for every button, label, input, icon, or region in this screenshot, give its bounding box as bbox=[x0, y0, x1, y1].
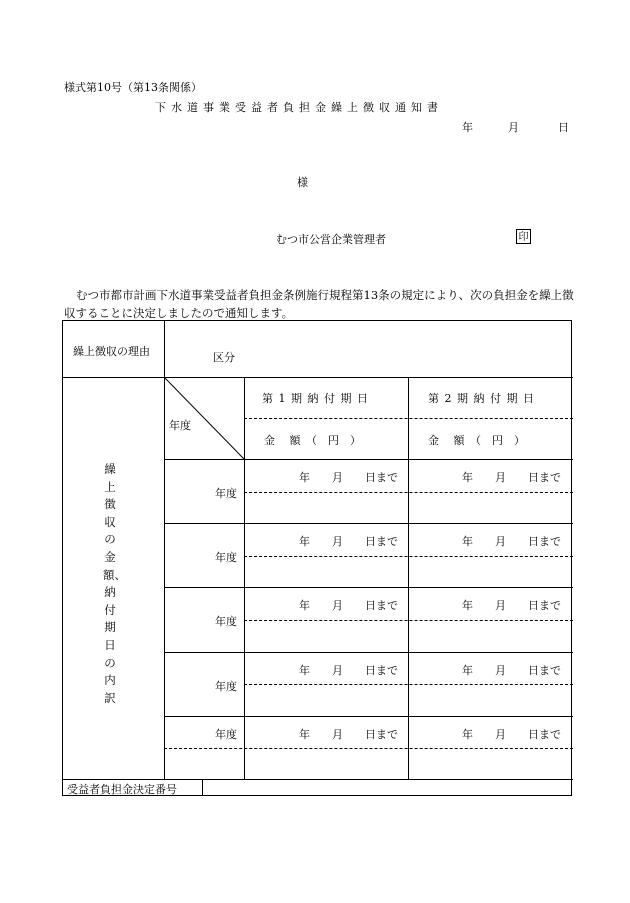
breakdown-vertical-label: 繰上徴収の金額、納付期日の内訳 bbox=[103, 462, 126, 705]
date-day-label: 日 bbox=[558, 121, 569, 134]
date-month-label: 月 bbox=[508, 121, 519, 134]
form-table bbox=[62, 320, 572, 796]
reason-label: 繰上徴収の理由 bbox=[73, 345, 150, 358]
decision-number-label: 受益者負担金決定番号 bbox=[67, 783, 177, 796]
form-number: 様式第10号（第13条関係） bbox=[64, 81, 202, 94]
corner-category-label: 区分 bbox=[213, 351, 235, 364]
row4-year-label: 年度 bbox=[215, 680, 237, 693]
row3-period1-due: 年 月 日まで bbox=[299, 599, 398, 612]
addressee-suffix: 様 bbox=[297, 176, 308, 189]
issuer-name: むつ市公営企業管理者 bbox=[276, 233, 386, 246]
period1-amount-header: 金 額 （ 円 ） bbox=[264, 434, 361, 447]
row4-period1-due: 年 月 日まで bbox=[299, 664, 398, 677]
row2-period2-due: 年 月 日まで bbox=[462, 535, 561, 548]
document-title: 下水道事業受益者負担金繰上徴収通知書 bbox=[155, 101, 443, 114]
row5-year-label: 年度 bbox=[215, 728, 237, 741]
row5-period2-due: 年 月 日まで bbox=[462, 728, 561, 741]
seal-mark: 印 bbox=[516, 229, 531, 244]
row2-period1-due: 年 月 日まで bbox=[299, 535, 398, 548]
row1-year-label: 年度 bbox=[215, 487, 237, 500]
body-text: むつ市都市計画下水道事業受益者負担金条例施行規程第13条の規定により、次の負担金を繰上徴収することに決定しましたので通知します。 bbox=[64, 288, 574, 320]
corner-year-label: 年度 bbox=[169, 419, 191, 432]
period2-header: 第 2 期 納 付 期 日 bbox=[428, 392, 535, 405]
row3-period2-due: 年 月 日まで bbox=[462, 599, 561, 612]
row1-period2-due: 年 月 日まで bbox=[462, 471, 561, 484]
date-year-label: 年 bbox=[462, 121, 473, 134]
row4-period2-due: 年 月 日まで bbox=[462, 664, 561, 677]
period1-header: 第 1 期 納 付 期 日 bbox=[262, 392, 369, 405]
row1-period1-due: 年 月 日まで bbox=[299, 471, 398, 484]
row5-period1-due: 年 月 日まで bbox=[299, 728, 398, 741]
row2-year-label: 年度 bbox=[215, 551, 237, 564]
row3-year-label: 年度 bbox=[215, 615, 237, 628]
period2-amount-header: 金 額 （ 円 ） bbox=[428, 434, 525, 447]
